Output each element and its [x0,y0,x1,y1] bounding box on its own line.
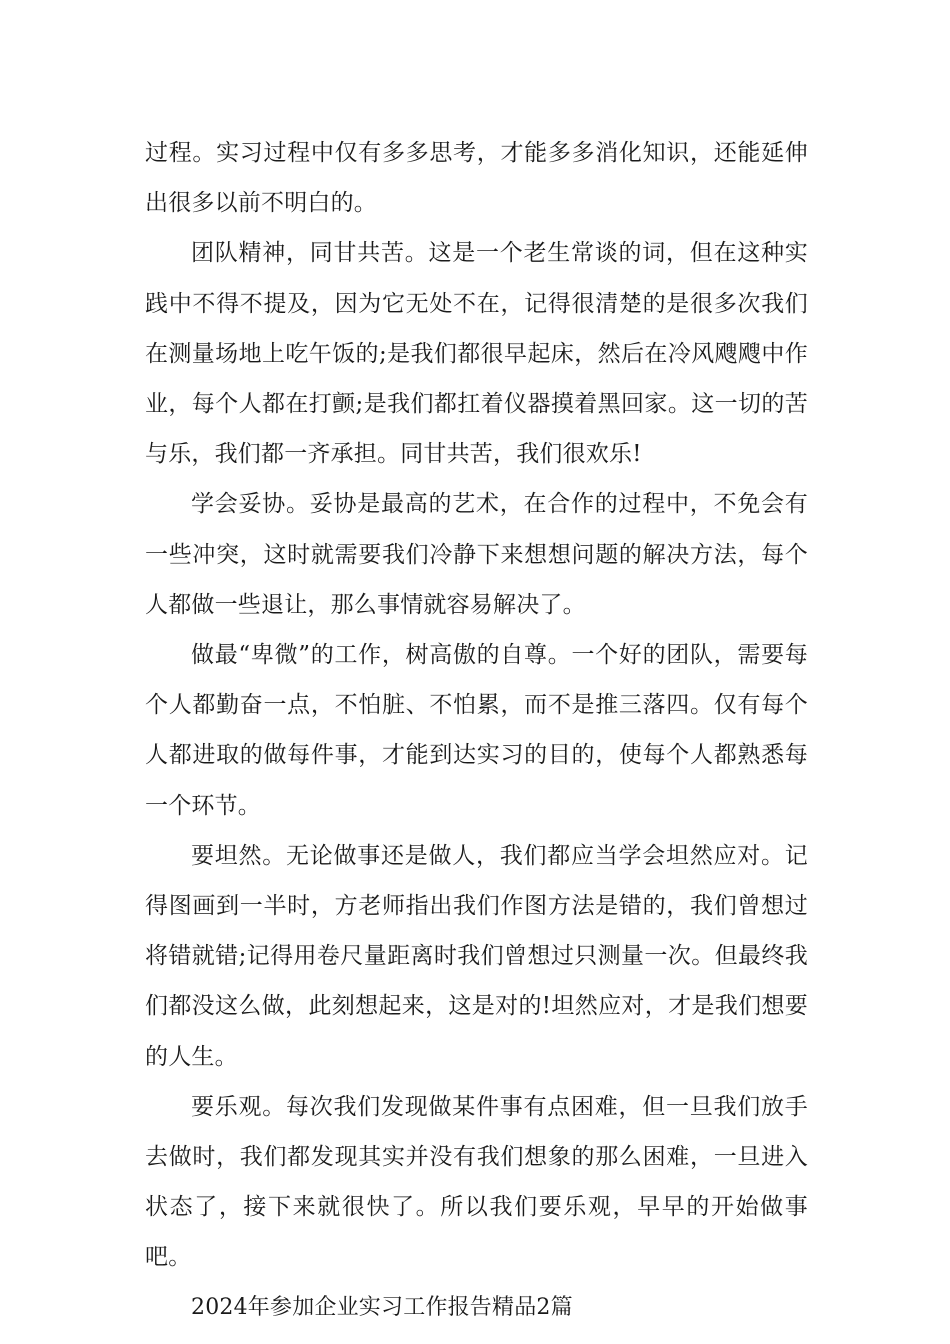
paragraph-optimism: 要乐观。每次我们发现做某件事有点困难，但一旦我们放手去做时，我们都发现其实并没有我们想象的那么困难，一旦进入状态了，接下来就很快了。所以我们要乐观，早早的开始做事吧。 [145,1093,808,1271]
paragraph-compromise: 学会妥协。妥协是最高的艺术，在合作的过程中，不免会有一些冲突，这时就需要我们冷静下来想想问题的解决方法，每个人都做一些退让，那么事情就容易解决了。 [145,491,808,618]
document-body [145,128,808,1333]
paragraph-team-spirit: 团队精神，同甘共苦。这是一个老生常谈的词，但在这种实践中不得不提及，因为它无处不在，记得很清楚的是很多次我们在测量场地上吃午饭的;是我们都很早起床，然后在冷风飕飕中作业，每个人都在打颤;是我们都扛着仪器摸着黑回家。这一切的苦与乐，我们都一齐承担。同甘共苦，我们很欢乐! [145,240,808,468]
paragraph-calm: 要坦然。无论做事还是做人，我们都应当学会坦然应对。记得图画到一半时，方老师指出我们作图方法是错的，我们曾想过将错就错;记得用卷尺量距离时我们曾想过只测量一次。但最终我们都没这么做，此刻想起来，这是对的!坦然应对，才是我们想要的人生。 [145,842,808,1070]
section-title: 2024年参加企业实习工作报告精品2篇 [191,1294,573,1320]
paragraph-continuation: 过程。实习过程中仅有多多思考，才能多多消化知识，还能延伸出很多以前不明白的。 [145,140,808,217]
paragraph-humble-work: 做最“卑微”的工作，树高傲的自尊。一个好的团队，需要每个人都勤奋一点，不怕脏、不怕累，而不是推三落四。仅有每个人都进取的做每件事，才能到达实习的目的，使每个人都熟悉每一个环节。 [145,642,808,819]
